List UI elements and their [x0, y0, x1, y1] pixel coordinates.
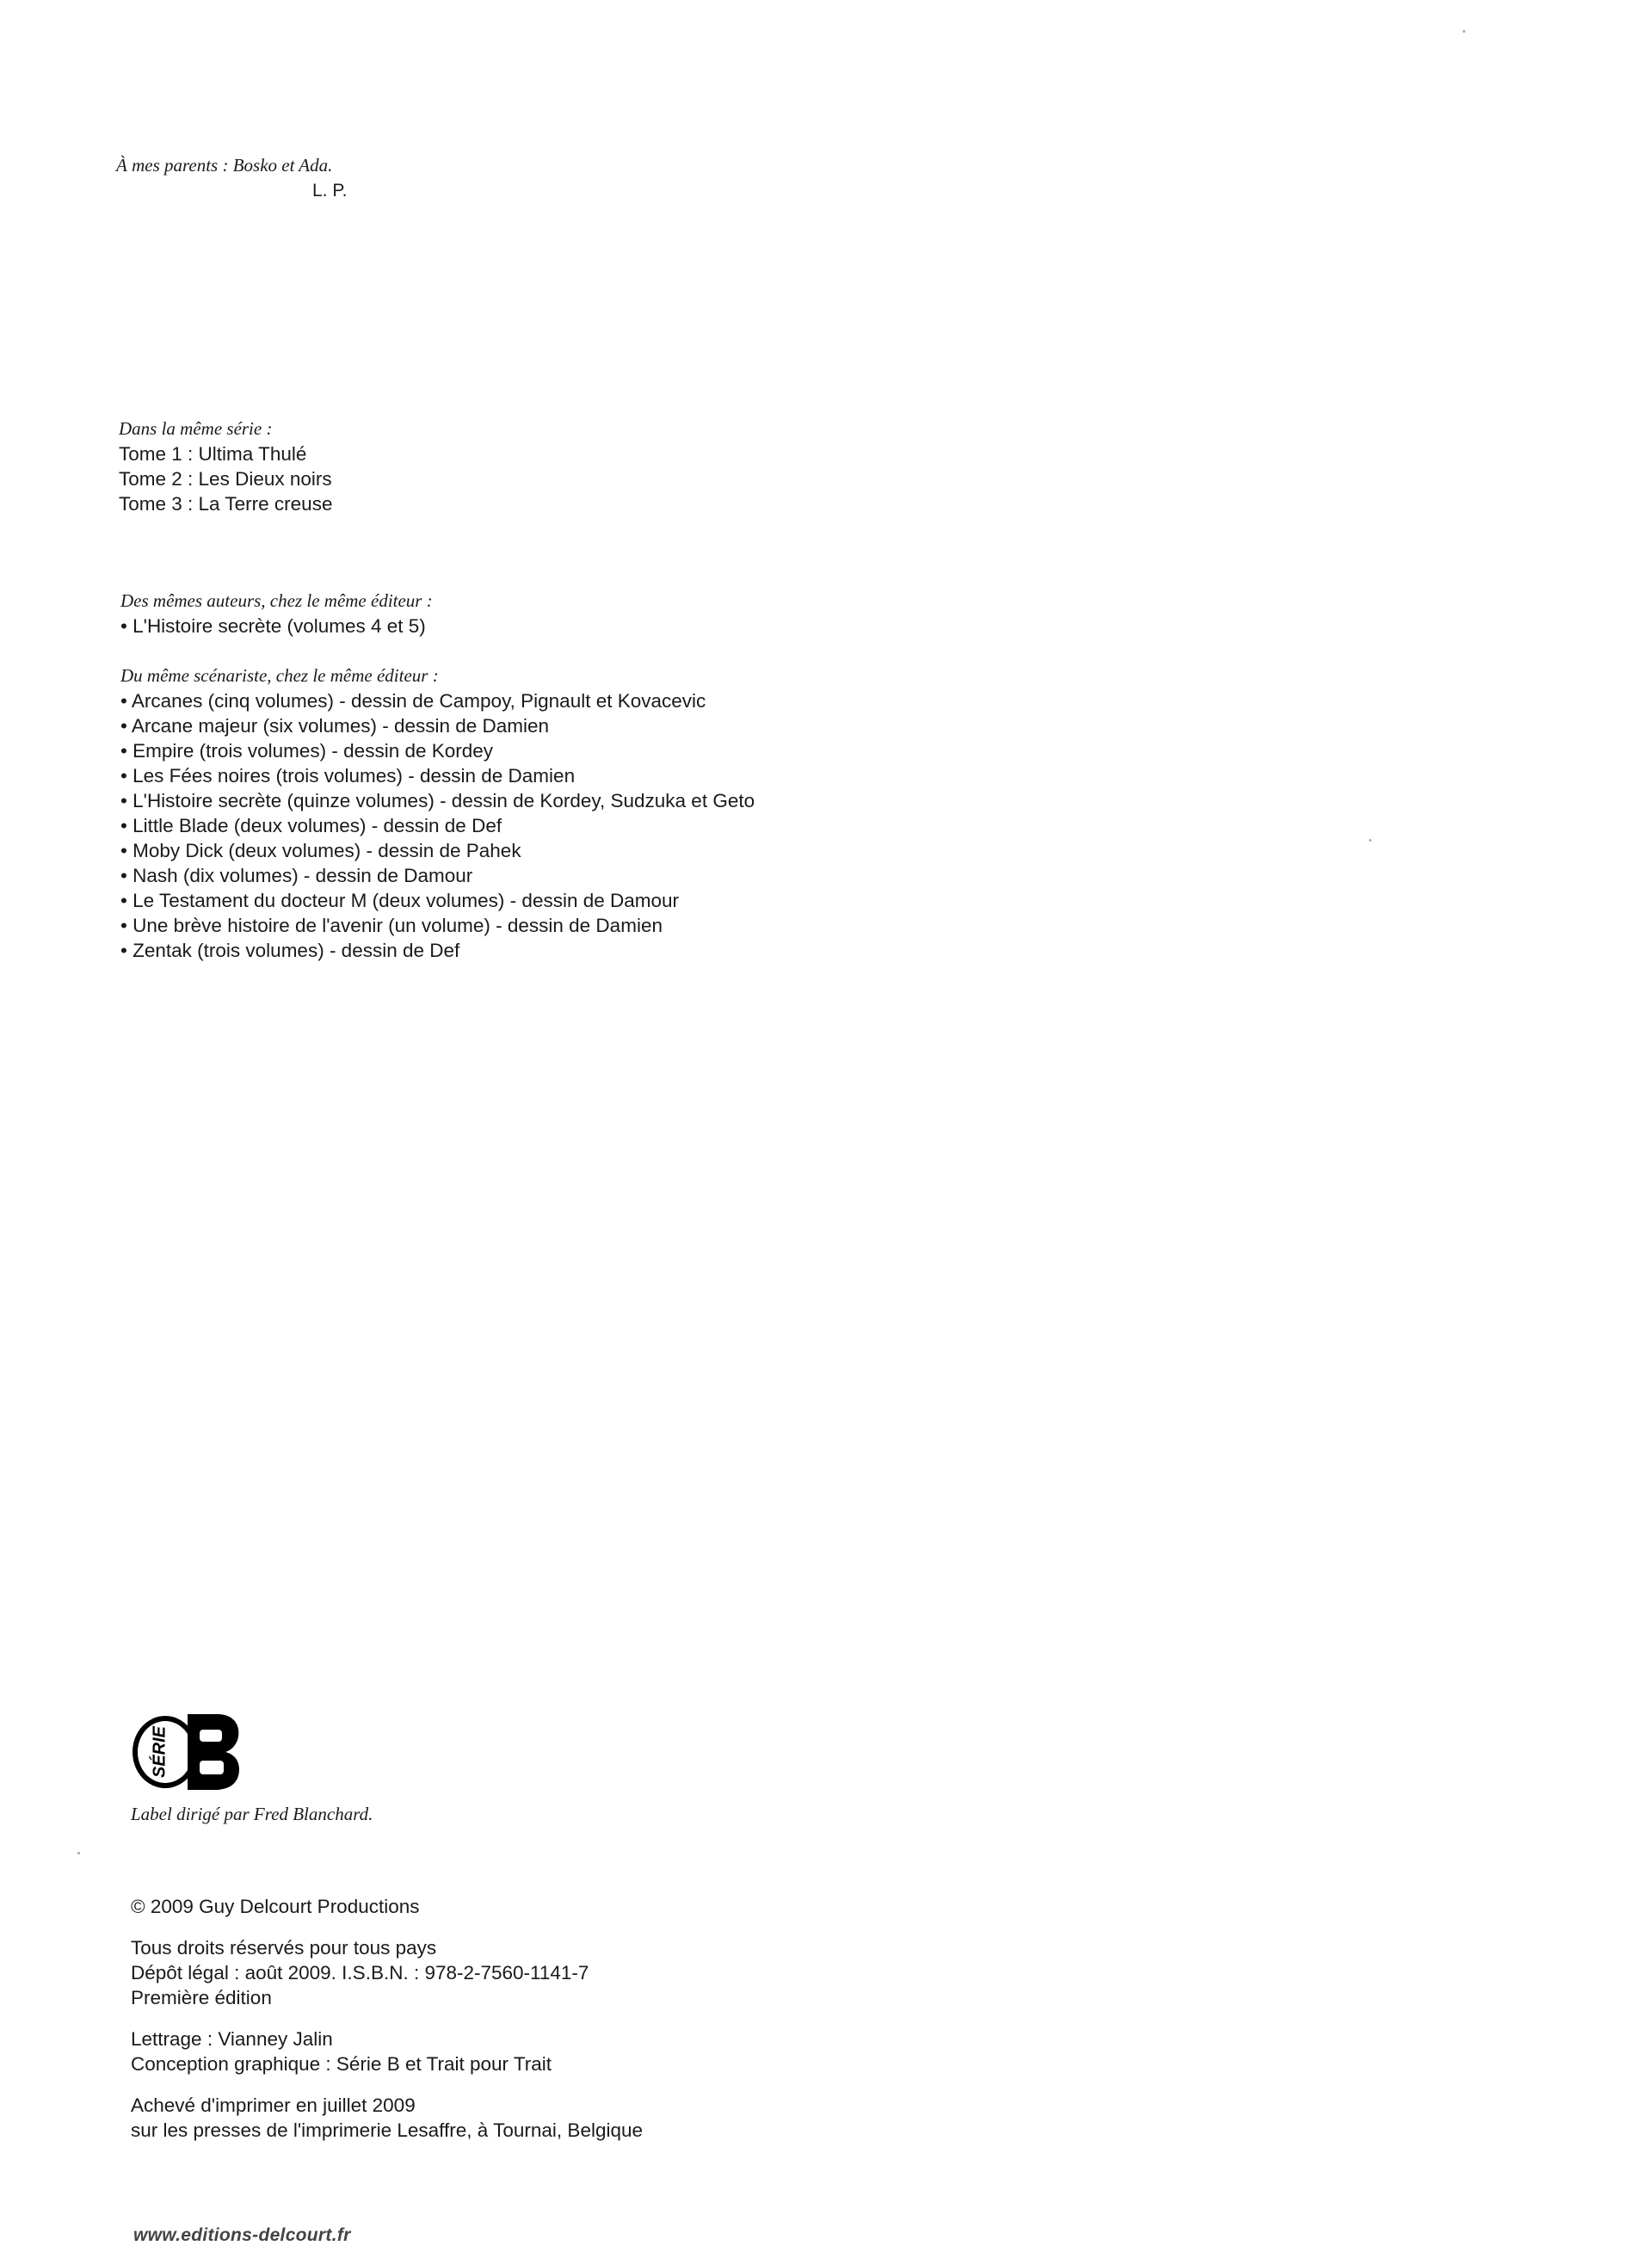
- list-item: • L'Histoire secrète (quinze volumes) - dessin de Kordey, Sudzuka et Geto: [120, 790, 755, 811]
- dedication-signature: L. P.: [312, 181, 348, 201]
- dedication: [116, 153, 347, 203]
- publisher-website[interactable]: www.editions-delcourt.fr: [133, 2225, 351, 2245]
- printer-line: sur les presses de l'imprimerie Lesaffre, à Tournai, Belgique: [131, 2119, 644, 2141]
- logo-letter: B: [213, 1752, 214, 1754]
- list-item: • Le Testament du docteur M (deux volumes) - dessin de Damour: [120, 890, 680, 911]
- label-block: [131, 1712, 373, 1827]
- list-item: • Moby Dick (deux volumes) - dessin de Pahek: [120, 840, 521, 861]
- list-item: • Little Blade (deux volumes) - dessin de Def: [120, 815, 502, 836]
- list-item: • Empire (trois volumes) - dessin de Kordey: [120, 740, 494, 762]
- list-item: • L'Histoire secrète (volumes 4 et 5): [120, 615, 426, 637]
- same-writer-list: [120, 663, 755, 963]
- edition-line: Première édition: [131, 1987, 272, 2008]
- same-authors-heading: Des mêmes auteurs, chez le même éditeur :: [120, 590, 433, 611]
- scan-speck: [1369, 839, 1372, 842]
- serie-b-logo: [131, 1712, 243, 1792]
- list-item: Tome 2 : Les Dieux noirs: [119, 468, 332, 490]
- list-item: • Nash (dix volumes) - dessin de Damour: [120, 865, 473, 886]
- printing-line: Achevé d'imprimer en juillet 2009: [131, 2095, 416, 2116]
- legal-deposit-line: Dépôt légal : août 2009. I.S.B.N. : 978-2-7560-1141-7: [131, 1962, 589, 1983]
- rights-line: Tous droits réservés pour tous pays: [131, 1937, 437, 1959]
- list-item: • Arcane majeur (six volumes) - dessin de Damien: [120, 715, 550, 737]
- lettering-credit: Lettrage : Vianney Jalin: [131, 2028, 333, 2050]
- label-line: Label dirigé par Fred Blanchard.: [131, 1804, 373, 1824]
- scan-speck: [1463, 30, 1465, 33]
- design-credit: Conception graphique : Série B et Trait pour Trait: [131, 2053, 552, 2075]
- dedication-line: À mes parents : Bosko et Ada.: [116, 155, 333, 176]
- scan-speck: [77, 1852, 80, 1854]
- logo-text: SÉRIE: [150, 1725, 170, 1779]
- legal-block: [131, 1894, 643, 2143]
- list-item: • Les Fées noires (trois volumes) - dessin de Damien: [120, 765, 576, 787]
- list-item: • Arcanes (cinq volumes) - dessin de Campoy, Pignault et Kovacevic: [120, 690, 706, 712]
- list-item: • Zentak (trois volumes) - dessin de Def: [120, 940, 460, 961]
- list-item: Tome 3 : La Terre creuse: [119, 493, 333, 515]
- list-item: Tome 1 : Ultima Thulé: [119, 443, 307, 465]
- list-item: • Une brève histoire de l'avenir (un volume) - dessin de Damien: [120, 915, 663, 936]
- series-heading: Dans la même série :: [119, 418, 273, 439]
- same-writer-heading: Du même scénariste, chez le même éditeur :: [120, 665, 439, 686]
- series-list: [119, 416, 332, 516]
- same-authors-list: [120, 589, 433, 639]
- copyright-line: © 2009 Guy Delcourt Productions: [131, 1896, 420, 1917]
